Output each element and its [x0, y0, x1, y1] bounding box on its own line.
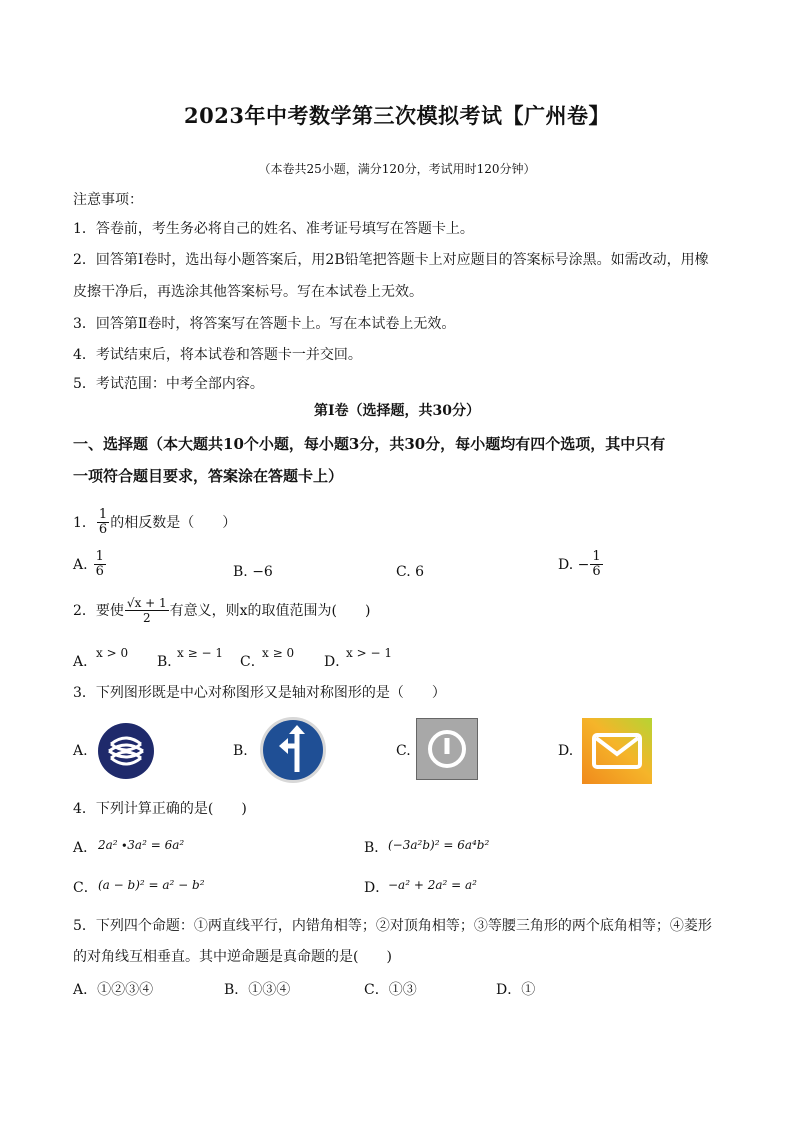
fraction-denominator: 6 — [95, 564, 104, 579]
part1-heading: 第Ⅰ卷（选择题，共30分） — [313, 403, 481, 419]
question-4-option-b: (−3a²b)² = 6a⁴b² — [388, 838, 490, 852]
question-2-number: 2．要使 — [73, 602, 124, 619]
question-1-option-c: C. 6 — [396, 564, 425, 580]
exam-title: 2023年中考数学第三次模拟考试【广州卷】 — [184, 103, 610, 128]
question-1-option-a — [73, 550, 107, 579]
option-d-fraction — [590, 550, 602, 579]
question-5-stem-line1: 5．下列四个命题：①两直线平行，内错角相等；②对顶角相等；③等腰三角形的两个底角相等；④菱形 — [73, 918, 712, 934]
question-1-text: 的相反数是（ ） — [110, 514, 237, 531]
notice-item-1: 1．答卷前，考生务必将自己的姓名、准考证号填写在答题卡上。 — [73, 221, 474, 237]
fraction-numerator: 1 — [98, 507, 108, 522]
section-heading-line2: 一项符合题目要求，答案涂在答题卡上） — [73, 467, 344, 485]
option-a-fraction — [94, 550, 106, 579]
fraction-denominator: 6 — [98, 522, 108, 537]
question-5-stem-line2: 的对角线互相垂直。其中逆命题是真命题的是( ) — [73, 949, 392, 965]
question-1-stem — [73, 508, 236, 537]
fraction-denominator: 6 — [592, 564, 601, 579]
question-3-stem: 3．下列图形既是中心对称图形又是轴对称图形的是（ ） — [73, 685, 446, 701]
fraction-numerator: √x + 1 — [126, 596, 167, 610]
option-label: D. − — [558, 556, 590, 573]
question-4-option-c: (a − b)² = a² − b² — [98, 878, 205, 892]
power-button-icon — [416, 718, 478, 780]
question-4-option-a-label: A． — [73, 840, 98, 856]
question-2-option-a: x > 0 — [96, 646, 129, 660]
question-3-option-c-label: C. — [396, 743, 411, 759]
exam-subtitle: （本卷共25小题，满分120分，考试用时120分钟） — [258, 162, 536, 176]
notice-item-4: 4．考试结束后，将本试卷和答题卡一并交回。 — [73, 347, 362, 363]
notice-item-3: 3．回答第Ⅱ卷时，将答案写在答题卡上。写在本试卷上无效。 — [73, 316, 456, 332]
question-2-text: 有意义，则x的取值范围为( ) — [169, 602, 371, 619]
question-4-option-d-label: D． — [364, 880, 390, 896]
question-2-option-c-label: C． — [240, 654, 265, 670]
notice-item-5: 5．考试范围：中考全部内容。 — [73, 376, 264, 392]
question-2-option-d-label: D． — [324, 654, 350, 670]
question-1-fraction — [97, 508, 109, 537]
fraction-numerator: 1 — [592, 549, 601, 564]
question-1-option-b: B. −6 — [233, 564, 273, 580]
question-5-option-b: B．①③④ — [224, 982, 291, 998]
question-2-fraction — [125, 596, 169, 625]
notice-item-2: 2．回答第Ⅰ卷时，选出每小题答案后，用2B铅笔把答题卡上对应题目的答案标号涂黑。如需改动，用橡 — [73, 252, 709, 268]
section-heading-line1: 一、选择题（本大题共10个小题，每小题3分，共30分，每小题均有四个选项，其中只有 — [73, 435, 666, 453]
question-1-number: 1． — [73, 514, 96, 531]
question-5-option-c: C．①③ — [364, 982, 417, 998]
question-2-option-b: x ≥ − 1 — [177, 646, 223, 660]
question-4-option-a: 2a² ∙3a² = 6a² — [98, 838, 185, 852]
mail-icon — [582, 718, 652, 784]
option-label: A. — [73, 556, 88, 573]
question-2-option-d: x > − 1 — [346, 646, 392, 660]
question-4-option-c-label: C． — [73, 880, 98, 896]
question-3-option-d-label: D. — [558, 743, 574, 759]
question-4-option-d: −a² + 2a² = a² — [388, 878, 477, 892]
fraction-denominator: 2 — [142, 611, 151, 625]
question-1-option-d — [558, 550, 604, 579]
question-3-option-b-label: B. — [233, 743, 248, 759]
china-mobile-logo-icon — [97, 722, 155, 780]
question-2-option-c: x ≥ 0 — [262, 646, 295, 660]
question-4-option-b-label: B． — [364, 840, 389, 856]
question-4-stem: 4．下列计算正确的是( ) — [73, 801, 247, 817]
question-2-option-b-label: B． — [157, 654, 182, 670]
notice-item-2-cont: 皮擦干净后，再选涂其他答案标号。写在本试卷上无效。 — [73, 284, 423, 300]
question-2-option-a-label: A． — [73, 654, 98, 670]
notice-heading: 注意事项： — [73, 192, 143, 208]
fraction-numerator: 1 — [95, 549, 104, 564]
question-3-option-a-label: A. — [73, 743, 88, 759]
question-2-stem — [73, 596, 370, 625]
question-5-option-a: A．①②③④ — [73, 982, 154, 998]
traffic-sign-icon — [259, 716, 327, 784]
question-5-option-d: D．① — [496, 982, 536, 998]
